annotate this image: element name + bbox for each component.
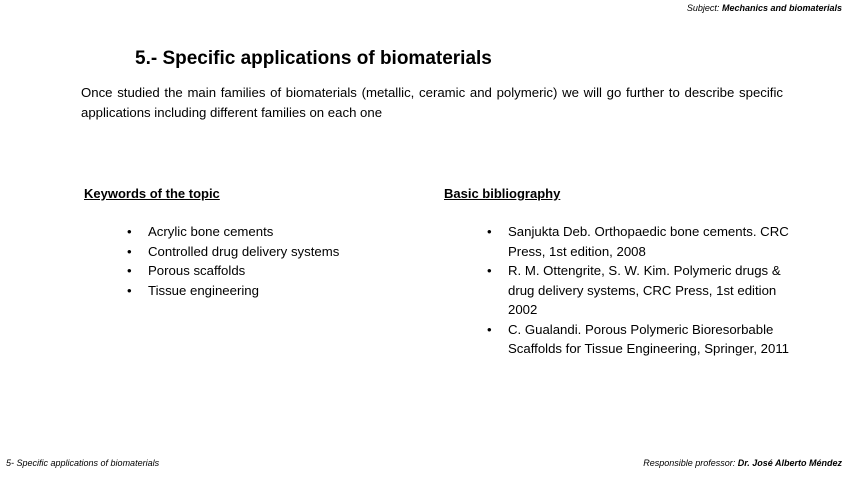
bibliography-item: • C. Gualandi. Porous Polymeric Bioresorbable Scaffolds for Tissue Engineering, Springer, 2011 <box>487 320 799 359</box>
keyword-item: • Porous scaffolds <box>127 261 427 281</box>
footer-professor <box>643 458 842 468</box>
keywords-heading: Keywords of the topic <box>84 186 220 201</box>
footer-professor-label: Responsible professor: <box>643 458 736 468</box>
keyword-item: • Acrylic bone cements <box>127 222 427 242</box>
page-title: 5.- Specific applications of biomaterials <box>135 48 492 69</box>
bibliography-item: • R. M. Ottengrite, S. W. Kim. Polymeric drugs & drug delivery systems, CRC Press, 1st edition 2002 <box>487 261 799 320</box>
footer-topic: 5- Specific applications of biomaterials <box>6 458 160 468</box>
keywords-list <box>127 222 427 300</box>
bibliography-heading: Basic bibliography <box>444 186 561 201</box>
subject-header <box>687 3 842 13</box>
subject-label: Subject: <box>686 3 720 13</box>
subject-value: Mechanics and biomaterials <box>721 3 842 13</box>
bibliography-list <box>487 222 799 359</box>
footer-professor-name: Dr. José Alberto Méndez <box>737 458 842 468</box>
bibliography-item: • Sanjukta Deb. Orthopaedic bone cements. CRC Press, 1st edition, 2008 <box>487 222 799 261</box>
keyword-item: • Tissue engineering <box>127 281 427 301</box>
keyword-item: • Controlled drug delivery systems <box>127 242 427 262</box>
intro-paragraph: Once studied the main families of biomaterials (metallic, ceramic and polymeric) we will go further to describe specific applications including different families on each one <box>81 85 783 120</box>
